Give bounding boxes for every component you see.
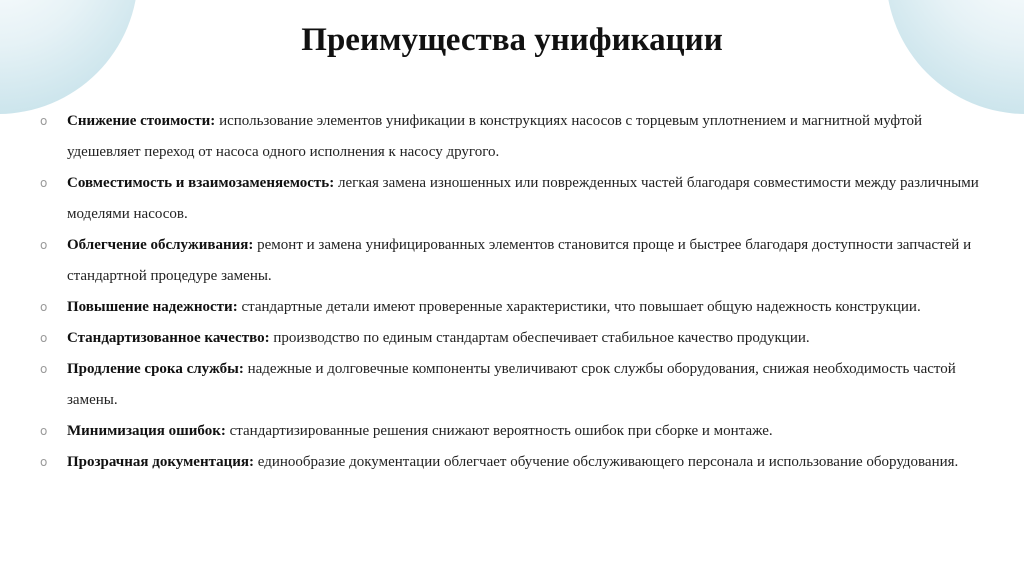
bullet-marker-icon: o	[40, 176, 48, 190]
bullet-text: ремонт и замена унифицированных элементов становится проще и быстрее благодаря доступности запчастей и стандартной процедуре замены.	[67, 237, 972, 284]
bullet-item-compatibility	[40, 168, 990, 230]
bullet-term: Минимизация ошибок:	[67, 423, 226, 439]
bullet-list	[40, 106, 990, 478]
bullet-term: Прозрачная документация:	[67, 454, 255, 470]
bullet-term: Совместимость и взаимозаменяемость:	[67, 175, 335, 191]
bullet-term: Повышение надежности:	[67, 299, 238, 315]
bullet-text: надежные и долговечные компоненты увеличивают срок службы оборудования, снижая необходимость частой замены.	[67, 361, 956, 408]
bullet-marker-icon: o	[40, 300, 48, 314]
bullet-text: единообразие документации облегчает обучение обслуживающего персонала и использование оборудования.	[254, 454, 959, 470]
bullet-marker-icon: o	[40, 362, 48, 376]
bullet-item-quality	[40, 323, 990, 354]
bullet-item-error-minimization	[40, 416, 990, 447]
bullet-item-documentation	[40, 447, 990, 478]
bullet-term: Стандартизованное качество:	[67, 330, 270, 346]
bullet-item-maintenance	[40, 230, 990, 292]
bullet-text: производство по единым стандартам обеспечивает стабильное качество продукции.	[269, 330, 810, 346]
bullet-text: легкая замена изношенных или поврежденных частей благодаря совместимости между различными моделями насосов.	[67, 175, 979, 222]
bullet-text: стандартные детали имеют проверенные характеристики, что повышает общую надежность конструкции.	[237, 299, 921, 315]
bullet-text: стандартизированные решения снижают вероятность ошибок при сборке и монтаже.	[225, 423, 773, 439]
bullet-term: Снижение стоимости:	[67, 113, 216, 129]
bullet-item-service-life	[40, 354, 990, 416]
bullet-marker-icon: o	[40, 455, 48, 469]
bullet-marker-icon: o	[40, 114, 48, 128]
bullet-marker-icon: o	[40, 331, 48, 345]
bullet-item-cost-reduction	[40, 106, 990, 168]
bullet-term: Облегчение обслуживания:	[67, 237, 254, 253]
bullet-text: использование элементов унификации в конструкциях насосов с торцевым уплотнением и магнитной муфтой удешевляет переход от насоса одного исполнения к насосу другого.	[67, 113, 923, 160]
bullet-marker-icon: o	[40, 238, 48, 252]
bullet-item-reliability	[40, 292, 990, 323]
bullet-term: Продление срока службы:	[67, 361, 244, 377]
slide-title: Преимущества унификации	[301, 22, 723, 58]
bullet-marker-icon: o	[40, 424, 48, 438]
